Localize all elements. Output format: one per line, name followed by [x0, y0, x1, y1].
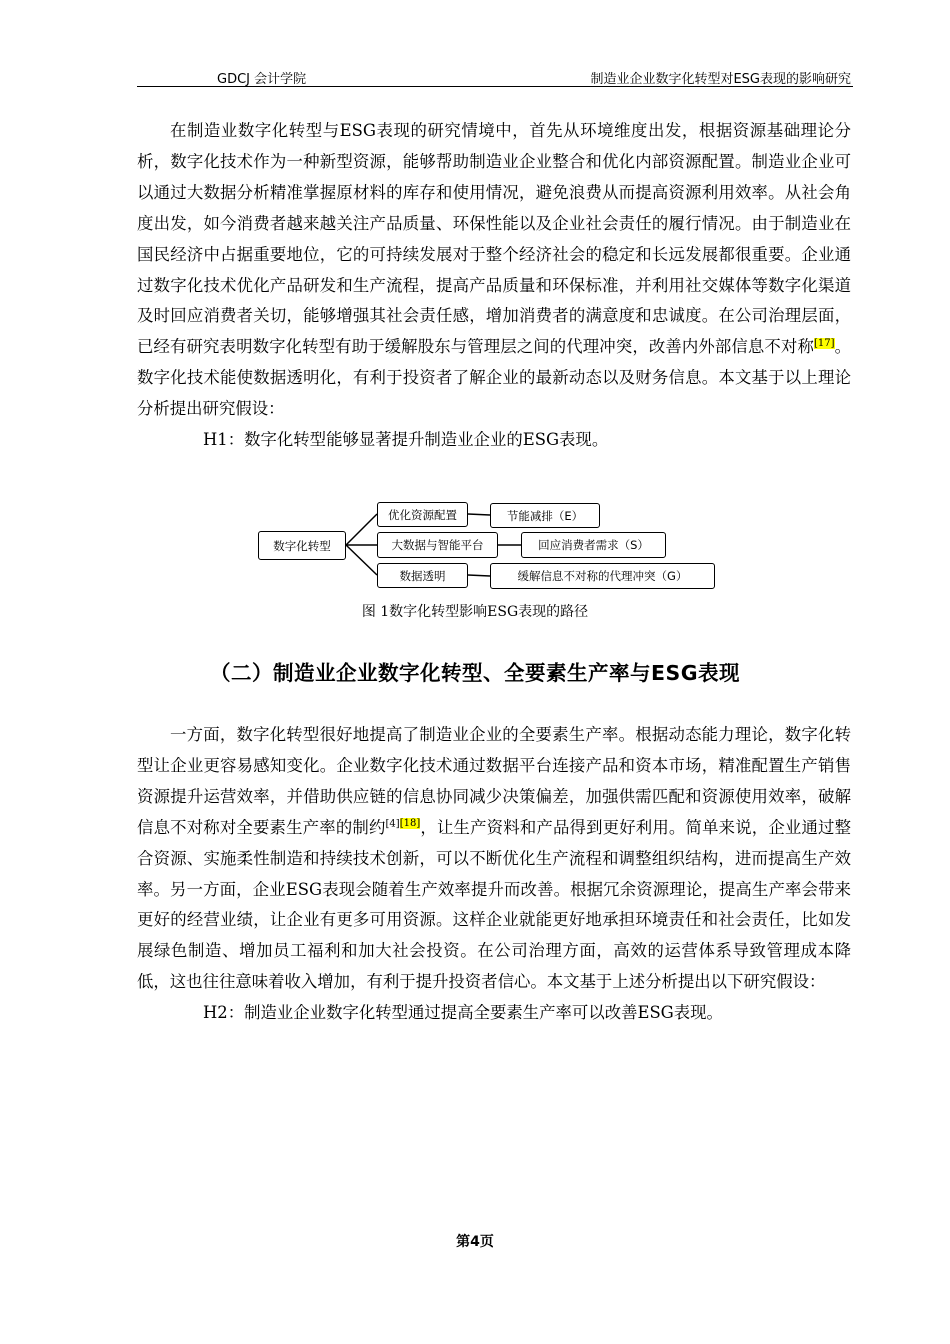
- connector-root-to-mech-3: [346, 545, 377, 575]
- section2-heading: （二）制造业企业数字化转型、全要素生产率与ESG表现: [209, 661, 741, 685]
- diagram-outcome-environment: 节能减排（E）: [490, 503, 600, 528]
- page-number: 第4页: [456, 1234, 494, 1250]
- connector-mech-3-to-outcome-3: [468, 575, 490, 576]
- diagram-outcome-social: 回应消费者需求（S）: [521, 532, 666, 558]
- header-institution: GDCJ 会计学院: [217, 72, 307, 87]
- section1-text-after-citation: 。数字化技术能使数据透明化，有利于投资者了解企业的最新动态以及财务信息。本文基于以上理论分析提出研究假设：: [137, 337, 852, 419]
- diagram-mechanism-transparency: 数据透明: [377, 563, 468, 588]
- section1-body: [137, 116, 851, 456]
- hypothesis-h1: H1：数字化转型能够显著提升制造业企业的ESG表现。: [203, 430, 609, 450]
- diagram-mechanism-platform: 大数据与智能平台: [377, 532, 498, 558]
- connector-mech-1-to-outcome-1: [468, 514, 490, 515]
- diagram-root-box: 数字化转型: [258, 531, 346, 560]
- section2-paragraph: [137, 720, 851, 998]
- section2-text-after-citation: ，让生产资料和产品得到更好利用。简单来说，企业通过整合资源、实施柔性制造和持续技术创新，可以不断优化生产流程和调整组织结构，进而提高生产效率。另一方面，企业ESG表现会随着生产效率提升而改善。根据冗余资源理论，提高生产率会带来更好的经营业绩，让企业有更多可用资源。这样企业就能更好地承担环境责任和社会责任，比如发展绿色制造、增加员工福利和加大社会投资。在公司治理方面，高效的运营体系导致管理成本降低，这也往往意味着收入增加，有利于提升投资者信心。本文基于上述分析提出以下研究假设：: [137, 817, 852, 992]
- page-header: [137, 66, 853, 87]
- citation-17: [17]: [813, 337, 835, 349]
- figure-caption: 图 1数字化转型影响ESG表现的路径: [361, 604, 589, 620]
- section2-body: [137, 720, 851, 1029]
- citation-4: [4]: [385, 818, 400, 830]
- hypothesis-h2: H2：制造业企业数字化转型通过提高全要素生产率可以改善ESG表现。: [203, 1003, 723, 1023]
- section2-text-before-citation: 一方面，数字化转型很好地提高了制造业企业的全要素生产率。根据动态能力理论，数字化转型让企业更容易感知变化。企业数字化技术通过数据平台连接产品和资本市场，精准配置生产销售资源提升运营效率，并借助供应链的信息协同减少决策偏差，加强供需匹配和资源使用效率，破解信息不对称对全要素生产率的制约: [137, 725, 851, 837]
- section1-text-before-citation: 在制造业数字化转型与ESG表现的研究情境中，首先从环境维度出发，根据资源基础理论分析，数字化技术作为一种新型资源，能够帮助制造业企业整合和优化内部资源配置。制造业企业可以通过大数据分析精准掌握原材料的库存和使用情况，避免浪费从而提高资源利用效率。从社会角度出发，如今消费者越来越关注产品质量、环保性能以及企业社会责任的履行情况。由于制造业在国民经济中占据重要地位，它的可持续发展对于整个经济社会的稳定和长远发展都很重要。企业通过数字化技术优化产品研发和生产流程，提高产品质量和环保标准，并利用社交媒体等数字化渠道及时回应消费者关切，能够增强其社会责任感，增加消费者的满意度和忠诚度。在公司治理层面，已经有研究表明数字化转型有助于缓解股东与管理层之间的代理冲突，改善内外部信息不对称: [137, 121, 851, 357]
- header-paper-title: 制造业企业数字化转型对ESG表现的影响研究: [590, 72, 851, 87]
- connector-root-to-mech-1: [346, 514, 377, 545]
- citation-18: [18]: [399, 818, 421, 830]
- section1-paragraph: [137, 116, 851, 425]
- diagram-mechanism-resource: 优化资源配置: [377, 502, 468, 527]
- diagram-outcome-governance: 缓解信息不对称的代理冲突（G）: [490, 563, 715, 589]
